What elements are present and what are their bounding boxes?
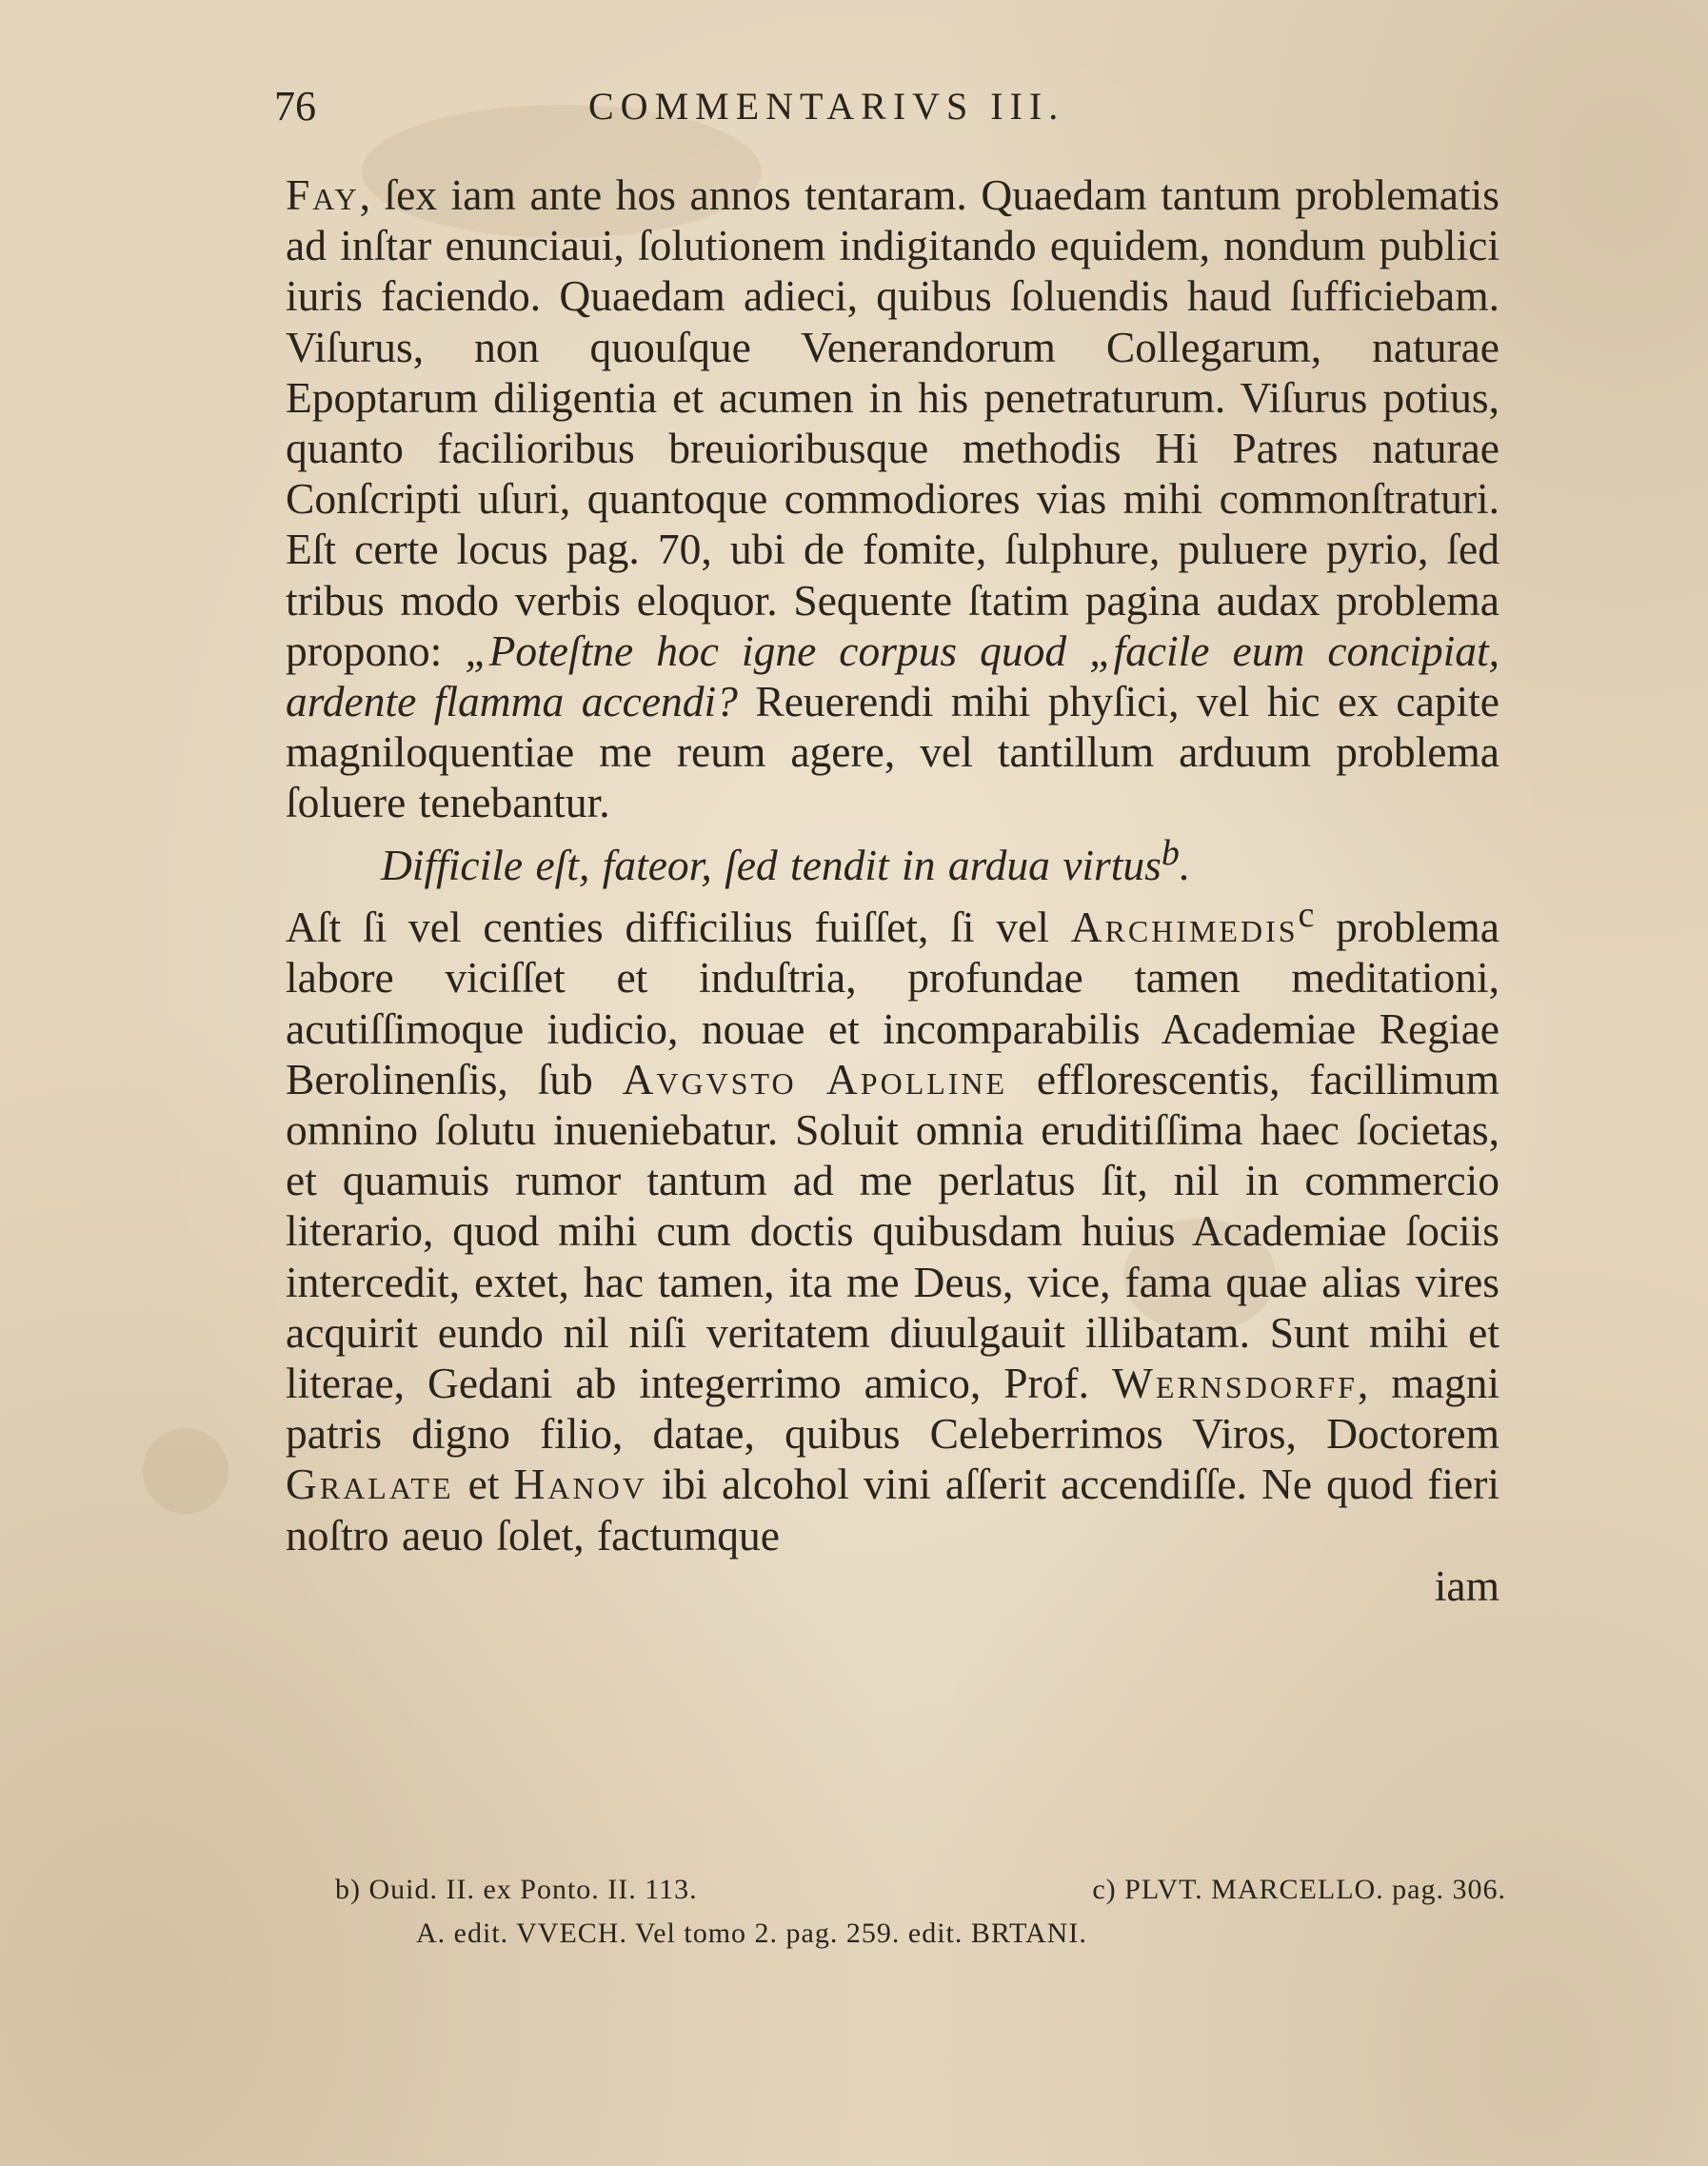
footnotes — [335, 1868, 1506, 1956]
quoted-problem: „Poteſtne hoc igne corpus quod „facile eum concipiat, ardente flamma accendi? — [286, 626, 1500, 726]
running-title: COMMENTARIVS III. — [588, 85, 1065, 128]
name-hanov: Hanov — [513, 1460, 647, 1509]
paragraph-2-text-4: , magni patris digno filio, datae, quibus Celeberrimos Viros, Doctorem — [286, 1358, 1499, 1459]
footnote-row — [335, 1868, 1506, 1912]
name-gralate: Gralate — [286, 1460, 454, 1509]
footnote-c: c) PLVT. MARCELLO. pag. 306. — [1092, 1874, 1506, 1905]
name-wernsdorff: Wernsdorff — [1111, 1358, 1358, 1407]
paragraph-2-text-3: efflorescentis, facillimum omnino ſolutu inueniebatur. Soluit omnia eruditiſſima haec ſocietas, et quamuis rumor tantum ad me perlatus ſit, nil in commercio literario, quod mihi cum doctis quibusdam huius Academiae ſociis intercedit, extet, hac tamen, ita me Deus, vice, fama quae alias vires acquirit eundo nil niſi veritatem diuulgauit illibatam. Sunt mihi et literae, Gedani ab integerrimo amico, Prof. — [286, 1054, 1499, 1407]
footnote-ref-c: c — [1298, 895, 1315, 935]
paragraph-1 — [286, 169, 1499, 828]
verse-text: Difficile eſt, fateor, ſed tendit in ardua virtus — [381, 840, 1162, 889]
footnote-c-continuation: A. edit. VVECH. Vel tomo 2. pag. 259. edit. BRTANI. — [416, 1918, 1087, 1949]
footnote-b: b) Ouid. II. ex Ponto. II. 113. — [335, 1874, 698, 1905]
page-number: 76 — [274, 83, 316, 129]
footnote-ref-b: b — [1161, 832, 1180, 873]
paragraph-2-text-6: ibi alcohol vini aſſerit accendiſſe. Ne quod fieri noſtro aeuo ſolet, factumque — [286, 1460, 1499, 1560]
name-archimedes: Archimedis — [1070, 903, 1299, 952]
paragraph-2-text-2: problema labore viciſſet et induſtria, profundae tamen meditationi, acutiſſimoque iudicio, nouae et incomparabilis Academiae Regiae Berolinenſis, ſub — [286, 903, 1499, 1103]
author-name-fay: Fay — [286, 170, 360, 219]
catchword-line — [286, 1560, 1499, 1611]
paragraph-1-tail: Reuerendi mihi phyſici, vel hic ex capite magniloquentiae me reum agere, vel tantillum arduum problema ſoluere tenebantur. — [286, 677, 1499, 827]
paragraph-2-text-1: Aſt ſi vel centies difficilius fuiſſet, ſi vel — [286, 903, 1071, 952]
main-text — [286, 169, 1499, 1611]
running-head — [274, 82, 1426, 139]
foxing-stain — [143, 1428, 228, 1514]
paragraph-2-text-5: et — [453, 1460, 514, 1509]
name-augusto-apolline: Avgvsto Apolline — [622, 1054, 1008, 1103]
paragraph-2 — [286, 890, 1499, 1560]
catchword: iam — [1434, 1560, 1499, 1610]
paragraph-1-text: , ſex iam ante hos annos tentaram. Quaedam tantum problematis ad inſtar enunciaui, ſolutionem indigitando equidem, nondum publici iuris faciendo. Quaedam adieci, quibus ſoluendis haud ſufficiebam. Viſurus, non quouſque Venerandorum Collegarum, naturae Epoptarum diligentia et acumen in his penetraturum. Viſurus potius, quanto facilioribus breuioribusque methodis Hi Patres naturae Conſcripti uſuri, quantoque commodiores vias mihi commonſtraturi. Eſt certe locus pag. 70, ubi de fomite, ſulphure, puluere pyrio, ſed tribus modo verbis eloquor. Sequente ſtatim pagina audax problema propono: — [286, 170, 1499, 675]
verse-quotation: Difficile eſt, fateor, ſed tendit in ardua virtus$^b$. — [381, 832, 1191, 889]
